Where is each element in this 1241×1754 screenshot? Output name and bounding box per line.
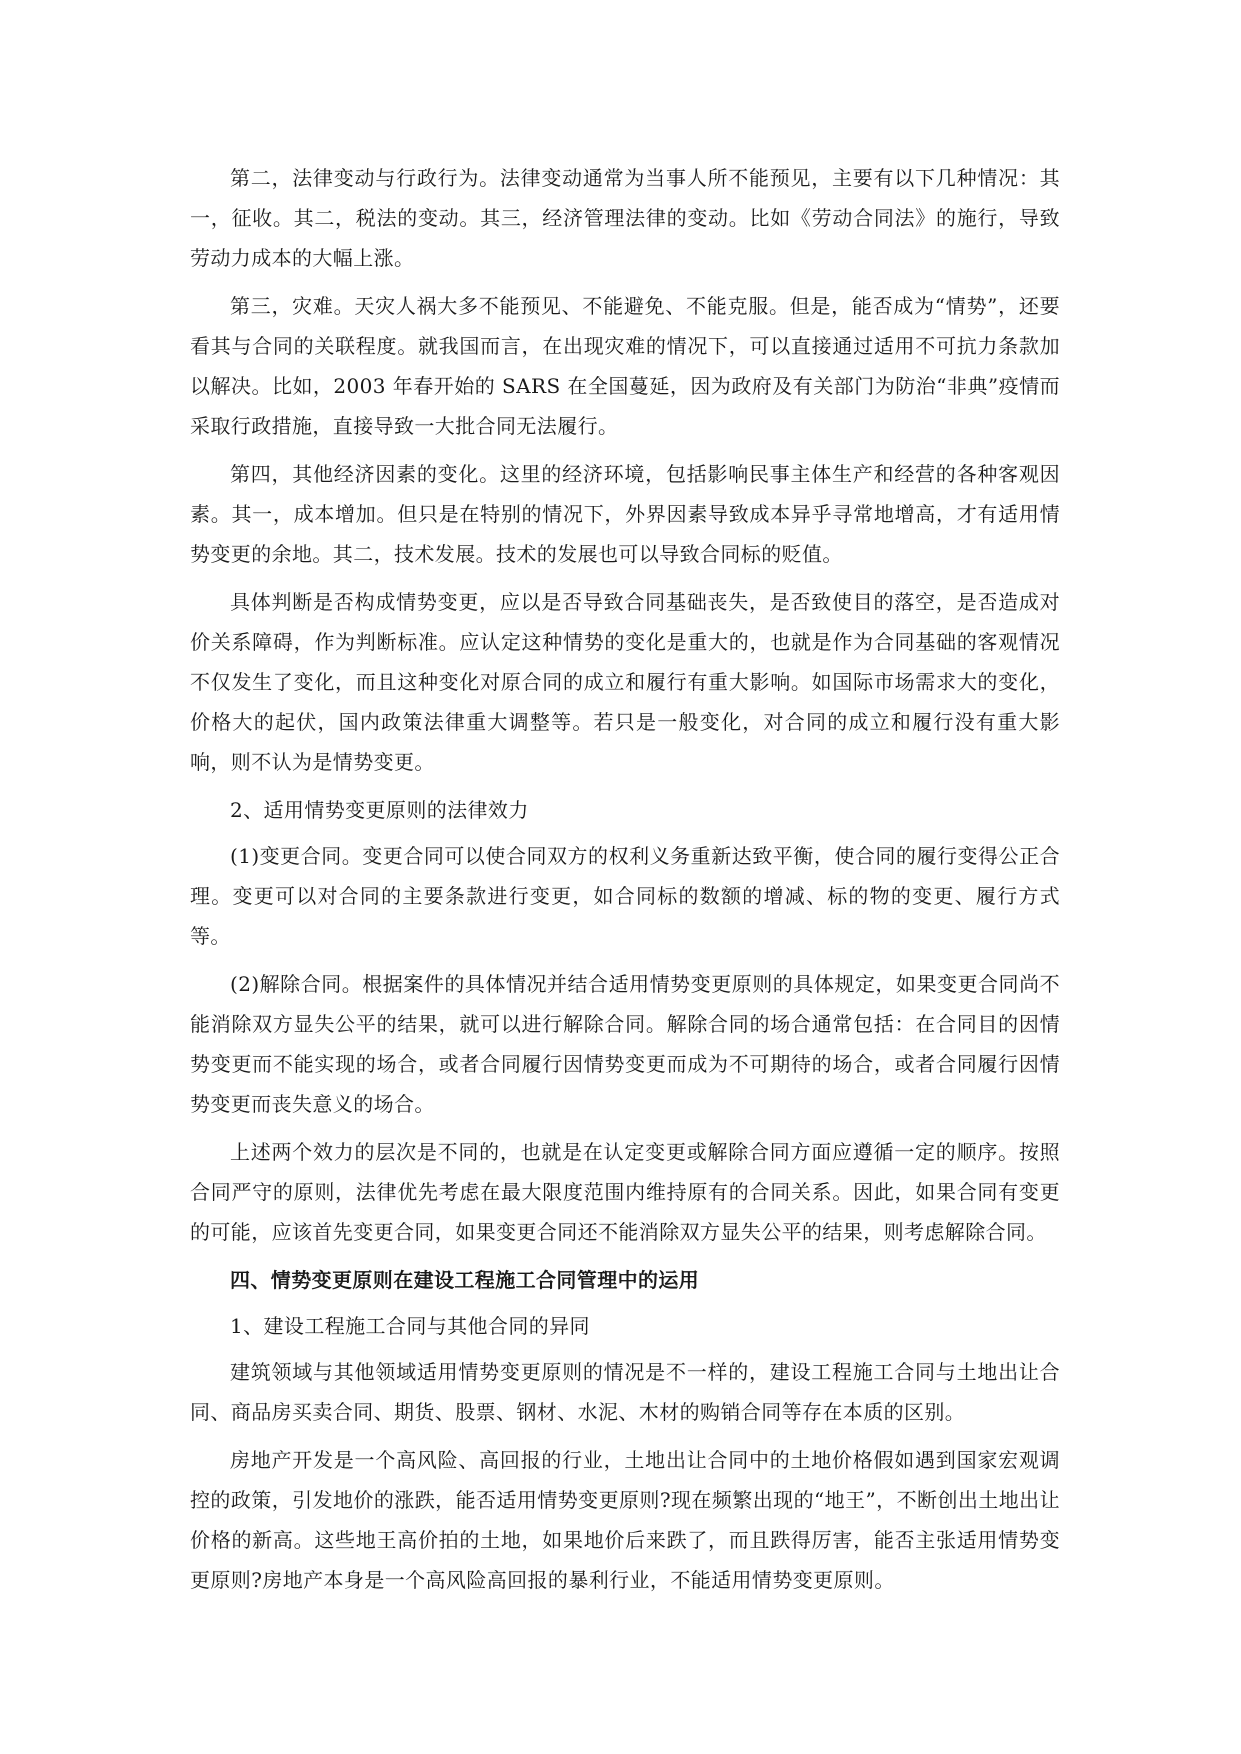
subsection-heading-contract-differences: 1、建设工程施工合同与其他合同的异同 [230, 1314, 590, 1338]
paragraph-disasters: 第三，灾难。天灾人祸大多不能预见、不能避免、不能克服。但是，能否成为“情势”，还要看其与合同的关联程度。就我国而言，在出现灾难的情况下，可以直接通过适用不可抗力条款加以解决。比如，2003 年春开始的 SARS 在全国蔓延，因为政府及有关部门为防治“非典”疫情而采取行政措施，直接导致一大批合同无法履行。 [190, 294, 1060, 438]
paragraph-legal-changes: 第二，法律变动与行政行为。法律变动通常为当事人所不能预见，主要有以下几种情况：其一，征收。其二，税法的变动。其三，经济管理法律的变动。比如《劳动合同法》的施行，导致劳动力成本的大幅上涨。 [190, 166, 1060, 270]
paragraph-terminate-contract: (2)解除合同。根据案件的具体情况并结合适用情势变更原则的具体规定，如果变更合同尚不能消除双方显失公平的结果，就可以进行解除合同。解除合同的场合通常包括：在合同目的因情势变更而不能实现的场合，或者合同履行因情势变更而成为不可期待的场合，或者合同履行因情势变更而丧失意义的场合。 [190, 972, 1060, 1116]
section-heading-legal-effect: 2、适用情势变更原则的法律效力 [230, 798, 529, 822]
document-page [190, 158, 1060, 1608]
section-heading-application: 四、情势变更原则在建设工程施工合同管理中的运用 [230, 1268, 700, 1292]
paragraph-economic-factors: 第四，其他经济因素的变化。这里的经济环境，包括影响民事主体生产和经营的各种客观因素。其一，成本增加。但只是在特别的情况下，外界因素导致成本异乎寻常地增高，才有适用情势变更的余地。其二，技术发展。技术的发展也可以导致合同标的贬值。 [190, 462, 1060, 566]
paragraph-real-estate: 房地产开发是一个高风险、高回报的行业，土地出让合同中的土地价格假如遇到国家宏观调控的政策，引发地价的涨跌，能否适用情势变更原则?现在频繁出现的“地王”，不断创出土地出让价格的新高。这些地王高价拍的土地，如果地价后来跌了，而且跌得厉害，能否主张适用情势变更原则?房地产本身是一个高风险高回报的暴利行业，不能适用情势变更原则。 [190, 1448, 1060, 1592]
paragraph-judgment-criteria: 具体判断是否构成情势变更，应以是否导致合同基础丧失，是否致使目的落空，是否造成对价关系障碍，作为判断标准。应认定这种情势的变化是重大的，也就是作为合同基础的客观情况不仅发生了变化，而且这种变化对原合同的成立和履行有重大影响。如国际市场需求大的变化，价格大的起伏，国内政策法律重大调整等。若只是一般变化，对合同的成立和履行没有重大影响，则不认为是情势变更。 [190, 590, 1060, 774]
paragraph-construction-field: 建筑领域与其他领域适用情势变更原则的情况是不一样的，建设工程施工合同与土地出让合同、商品房买卖合同、期货、股票、钢材、水泥、木材的购销合同等存在本质的区别。 [190, 1360, 1060, 1424]
paragraph-effect-order: 上述两个效力的层次是不同的，也就是在认定变更或解除合同方面应遵循一定的顺序。按照合同严守的原则，法律优先考虑在最大限度范围内维持原有的合同关系。因此，如果合同有变更的可能，应该首先变更合同，如果变更合同还不能消除双方显失公平的结果，则考虑解除合同。 [190, 1140, 1060, 1244]
paragraph-modify-contract: (1)变更合同。变更合同可以使合同双方的权利义务重新达致平衡，使合同的履行变得公正合理。变更可以对合同的主要条款进行变更，如合同标的数额的增减、标的物的变更、履行方式等。 [190, 844, 1060, 948]
